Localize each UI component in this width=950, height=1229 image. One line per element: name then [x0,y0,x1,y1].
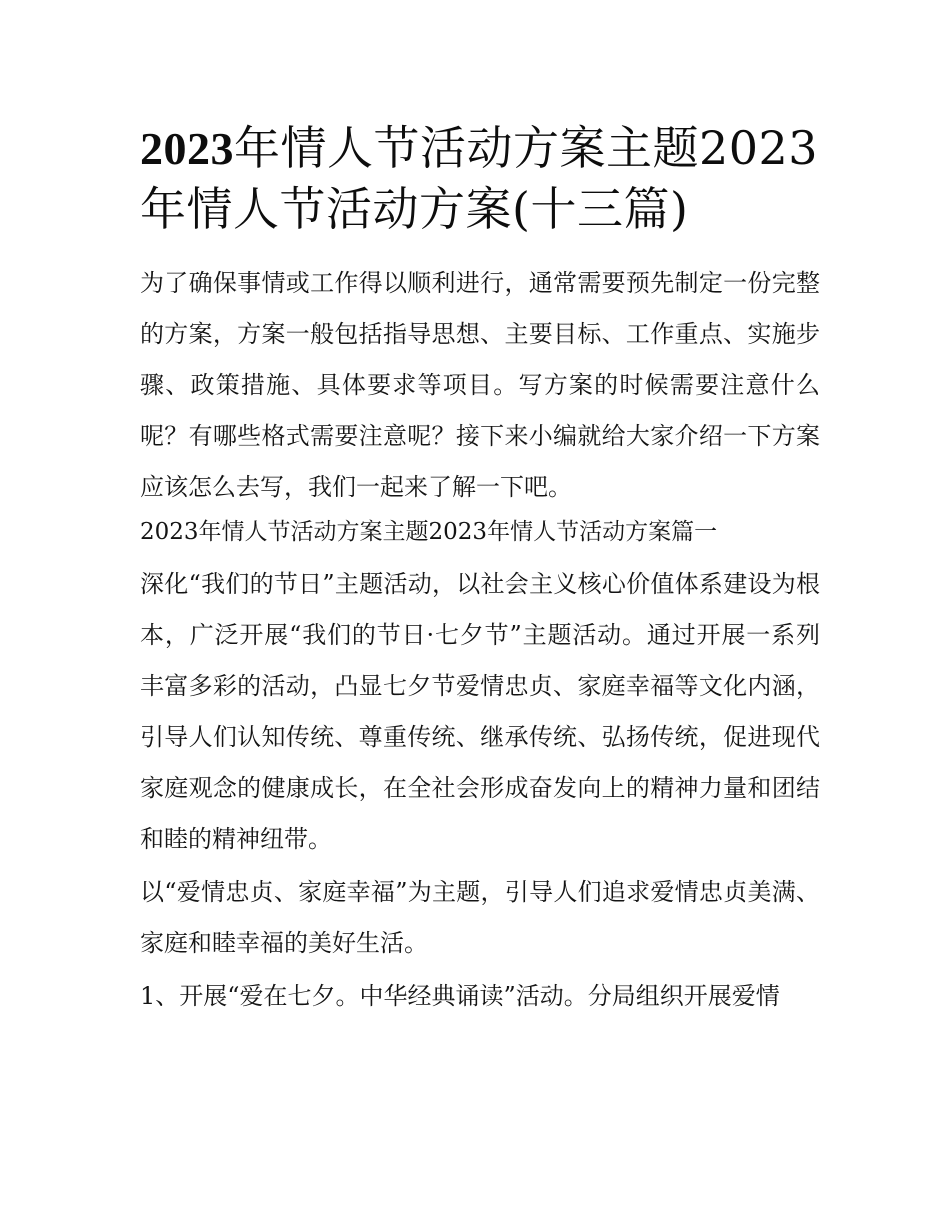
title-year: 2023 [140,123,234,174]
list-item: 1、开展“爱在七夕。中华经典诵读”活动。分局组织开展爱情 [140,982,780,1010]
intro-paragraph: 为了确保事情或工作得以顺利进行，通常需要预先制定一份完整的方案，方案一般包括指导思想、主要目标、工作重点、实施步骤、政策措施、具体要求等项目。写方案的时候需要注意什么呢？有哪些格式需要注意呢？接下来小编就给大家介绍一下方案应该怎么去写，我们一起来了解一下吧。 [140,269,820,501]
title-text: 年情人节活动方案主题2023年情人节活动方案(十三篇) [140,121,819,236]
theme-paragraph: 以“爱情忠贞、家庭幸福”为主题，引导人们追求爱情忠贞美满、家庭和睦幸福的美好生活。 [140,878,820,957]
body-paragraph: 深化“我们的节日”主题活动，以社会主义核心价值体系建设为根本，广泛开展“我们的节日·七夕节”主题活动。通过开展一系列丰富多彩的活动，凸显七夕节爱情忠贞、家庭幸福等文化内涵，引导人们认知传统、尊重传统、继承传统、弘扬传统，促进现代家庭观念的健康成长，在全社会形成奋发向上的精神力量和团结和睦的精神纽带。 [140,570,820,853]
section-heading: 2023年情人节活动方案主题2023年情人节活动方案篇一 [140,519,718,545]
document-body [140,118,820,1022]
document-title [140,118,820,240]
